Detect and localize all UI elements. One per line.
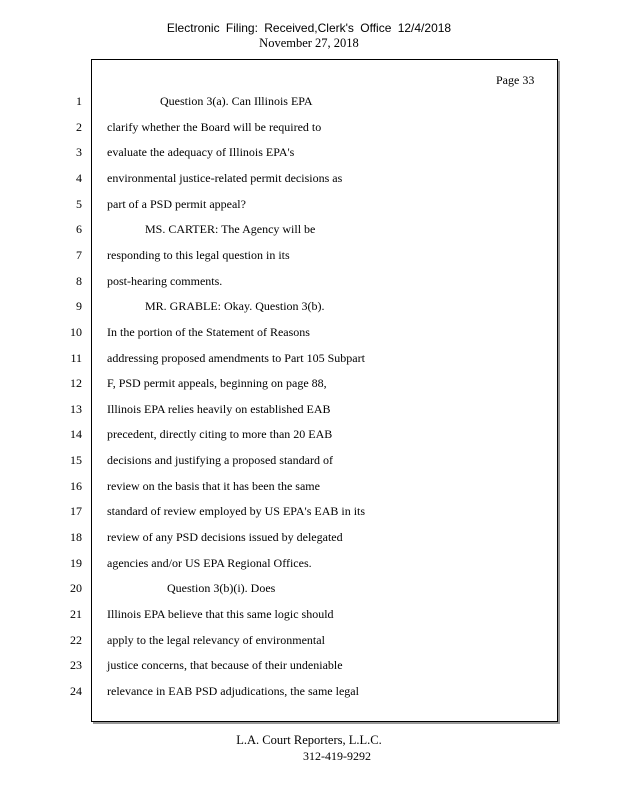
- line-text: environmental justice-related permit decisions as: [107, 170, 343, 185]
- line-number: 10: [70, 324, 82, 339]
- line-text: precedent, directly citing to more than 20 EAB: [107, 427, 333, 442]
- line-number: 13: [70, 401, 82, 416]
- line-number: 4: [76, 170, 82, 185]
- line-text: standard of review employed by US EPA's EAB in its: [107, 504, 366, 519]
- filing-stamp: Electronic Filing: Received,Clerk's Office 12/4/2018: [166, 21, 452, 35]
- line-number: 6: [76, 222, 82, 237]
- line-text: Question 3(a). Can Illinois EPA: [160, 94, 313, 108]
- line-text: addressing proposed amendments to Part 105 Subpart: [107, 350, 365, 365]
- line-text: Illinois EPA relies heavily on established EAB: [107, 401, 331, 416]
- line-text: evaluate the adequacy of Illinois EPA's: [107, 145, 295, 160]
- line-number: 7: [76, 247, 82, 262]
- line-number: 16: [70, 478, 82, 493]
- line-number: 2: [76, 119, 82, 134]
- line-text: decisions and justifying a proposed standard of: [107, 453, 333, 468]
- line-text: agencies and/or US EPA Regional Offices.: [107, 555, 312, 570]
- line-number: 22: [70, 632, 82, 647]
- line-text: part of a PSD permit appeal?: [107, 196, 246, 211]
- footer-company: L.A. Court Reporters, L.L.C.: [236, 733, 382, 747]
- line-text: Illinois EPA believe that this same logic should: [107, 607, 334, 621]
- line-text: MS. CARTER: The Agency will be: [145, 222, 316, 237]
- line-text: responding to this legal question in its: [107, 247, 290, 262]
- line-number: 11: [70, 350, 82, 365]
- line-number: 18: [70, 530, 82, 545]
- page-number: Page 33: [496, 73, 535, 87]
- line-number: 20: [70, 581, 82, 596]
- line-text: Question 3(b)(i). Does: [167, 581, 276, 596]
- line-number: 1: [76, 94, 82, 108]
- line-text: post-hearing comments.: [107, 273, 223, 288]
- line-number: 21: [70, 607, 82, 621]
- line-number: 24: [70, 683, 82, 698]
- line-number: 19: [70, 555, 82, 570]
- line-text: review of any PSD decisions issued by delegated: [107, 530, 343, 545]
- line-number: 17: [70, 504, 82, 519]
- document-date: November 27, 2018: [259, 36, 359, 50]
- line-number: 5: [76, 196, 82, 211]
- footer-phone: 312-419-9292: [303, 749, 371, 763]
- line-number: 9: [76, 299, 82, 314]
- line-text: clarify whether the Board will be required to: [107, 119, 322, 134]
- line-number: 8: [76, 273, 82, 288]
- line-text: F, PSD permit appeals, beginning on page 88,: [107, 376, 327, 391]
- line-text: justice concerns, that because of their undeniable: [107, 658, 343, 673]
- line-text: In the portion of the Statement of Reasons: [107, 324, 310, 339]
- line-text: MR. GRABLE: Okay. Question 3(b).: [145, 299, 325, 314]
- line-number: 12: [70, 376, 82, 391]
- line-number: 14: [70, 427, 82, 442]
- line-number: 3: [76, 145, 82, 160]
- line-text: relevance in EAB PSD adjudications, the same legal: [107, 683, 359, 698]
- line-text: review on the basis that it has been the same: [107, 478, 320, 493]
- line-text: apply to the legal relevancy of environmental: [107, 632, 325, 647]
- line-number: 15: [70, 453, 82, 468]
- line-number: 23: [70, 658, 82, 673]
